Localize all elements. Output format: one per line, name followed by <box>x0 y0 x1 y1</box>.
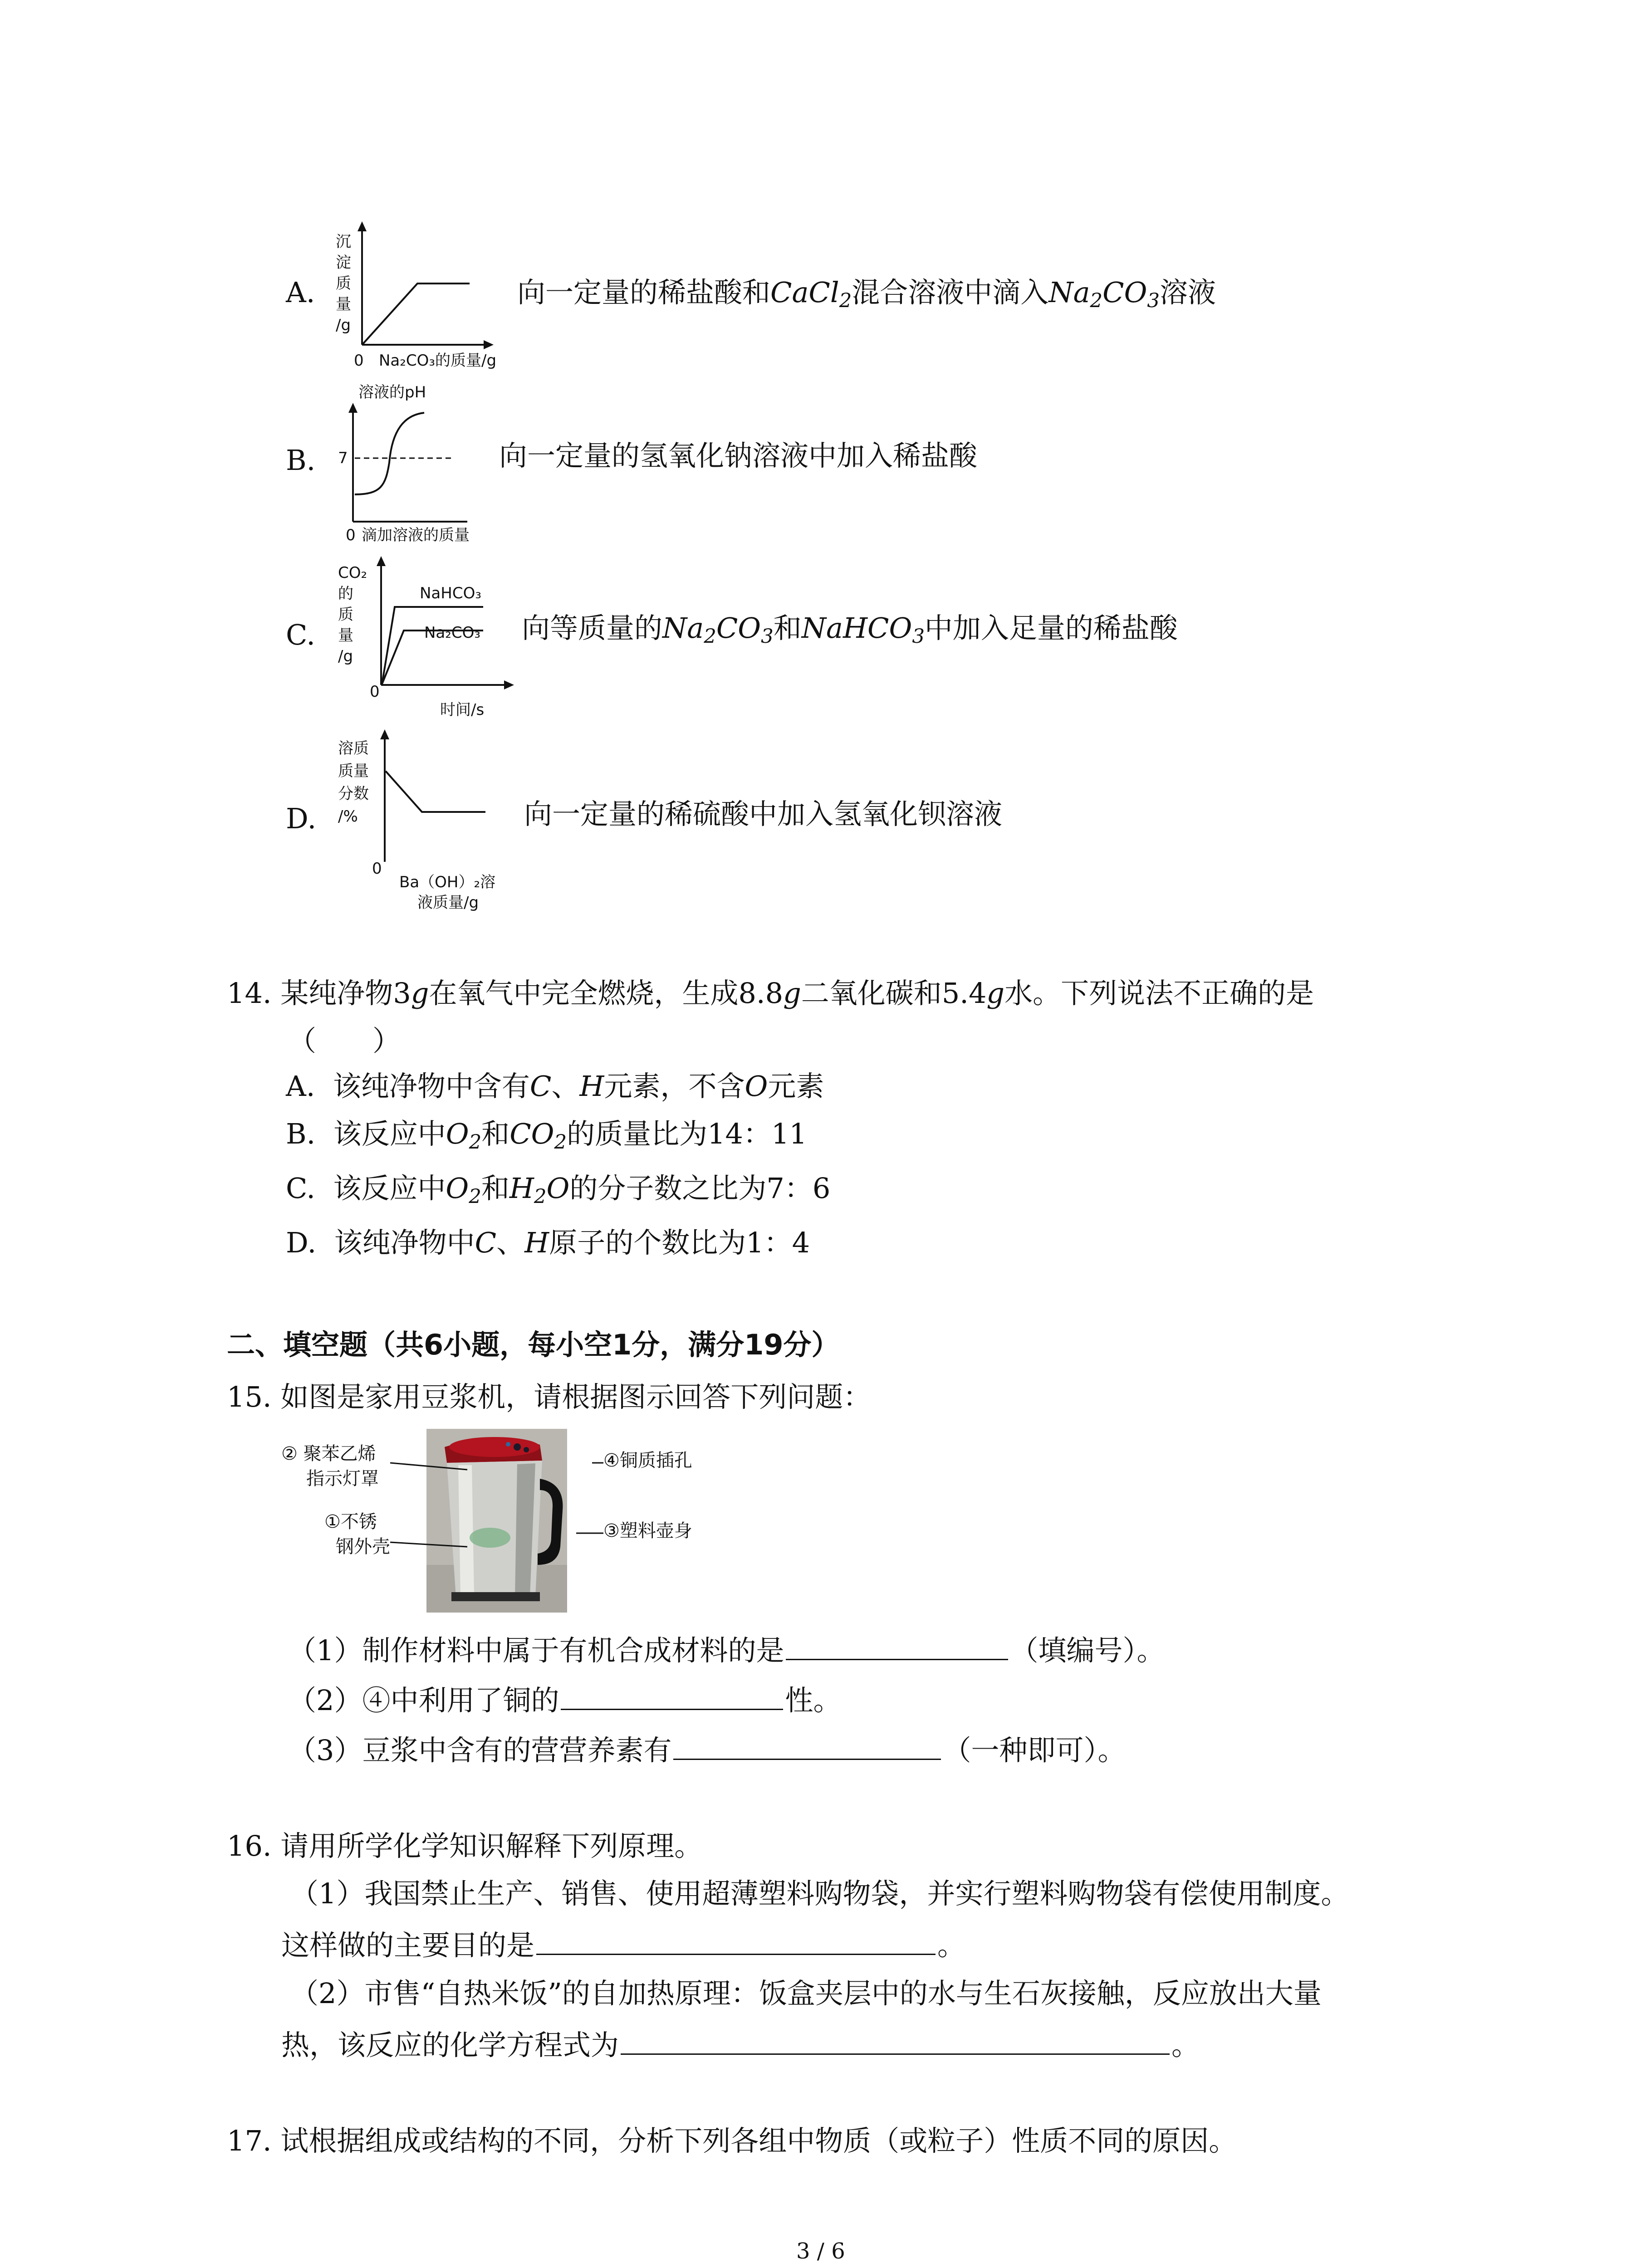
graph-c-line2: Na₂CO₃ <box>424 624 481 642</box>
option-letter: C. <box>286 618 315 651</box>
symbol: C <box>529 1070 552 1103</box>
text: 元素 <box>768 1070 824 1103</box>
ylabel-char: CO₂ <box>338 564 367 582</box>
ylabel-line: /% <box>338 807 358 826</box>
text: 二氧化碳和 <box>801 977 942 1010</box>
text: 该纯净物中含有 <box>333 1070 530 1103</box>
ylabel-char: 质 <box>336 274 351 293</box>
text: 和 <box>481 1172 509 1205</box>
option-letter: B. <box>286 1117 316 1150</box>
label-polystyrene-a: ② 聚苯乙烯 <box>281 1443 376 1464</box>
ylabel-char: 量 <box>336 295 351 313</box>
text: （一种即可）。 <box>943 1734 1126 1767</box>
graph-a-ylabel <box>336 231 351 336</box>
text: 、 <box>496 1226 525 1259</box>
text: 的质量比为 <box>567 1117 708 1150</box>
option-letter: C. <box>286 1172 315 1205</box>
graph-d <box>363 726 513 875</box>
ylabel-char: 的 <box>338 585 353 603</box>
formula: CO <box>509 1117 554 1150</box>
label-copper-socket: ④铜质插孔 <box>603 1450 692 1471</box>
unit: g <box>783 977 801 1010</box>
formula: O <box>446 1117 469 1150</box>
ylabel-char: 量 <box>338 626 353 645</box>
option-a-desc <box>517 274 1216 319</box>
option-letter: B. <box>286 444 316 477</box>
q16-sub1-line2 <box>281 1926 965 1964</box>
q14-option-b <box>286 1116 807 1160</box>
value: 3 <box>393 977 411 1010</box>
formula: O <box>446 1172 469 1205</box>
q14-paren: （ ） <box>288 1024 401 1057</box>
ratio: 1：4 <box>746 1226 810 1259</box>
text: 性。 <box>785 1684 842 1717</box>
label-steel-a: ①不锈 <box>324 1511 377 1532</box>
text: （3）豆浆中含有的营营养素有 <box>288 1734 672 1767</box>
q16-sub1-line1: （1）我国禁止生产、销售、使用超薄塑料购物袋，并实行塑料购物袋有偿使用制度。 <box>290 1877 1349 1910</box>
answer-blank[interactable] <box>673 1730 941 1760</box>
graph-c-origin: 0 <box>370 683 380 701</box>
section-title: 二、填空题（共6小题，每小空1分，满分19分） <box>227 1328 840 1361</box>
subscript: 2 <box>554 1130 567 1154</box>
q15-sub3 <box>288 1730 1126 1769</box>
option-letter: A. <box>286 1070 315 1103</box>
graph-a-xlabel: Na₂CO₃的质量/g <box>379 352 497 370</box>
ylabel-char: 淀 <box>336 254 351 272</box>
graph-d-xlabel1: Ba（OH）₂溶 <box>399 873 496 891</box>
subscript: 2 <box>704 625 716 648</box>
subscript: 2 <box>534 1185 547 1208</box>
symbol: C <box>475 1226 497 1259</box>
formula: CO <box>716 611 761 645</box>
text: 向一定量的稀盐酸和 <box>517 276 771 309</box>
text: 溶液 <box>1160 276 1216 309</box>
text: 这样做的主要目的是 <box>281 1929 535 1962</box>
label-plastic-body: ③塑料壶身 <box>603 1520 692 1541</box>
text: 。 <box>937 1929 966 1962</box>
ylabel-char: /g <box>338 647 353 665</box>
graph-c-xlabel: 时间/s <box>440 701 485 719</box>
q16-sub2-line2 <box>281 2025 1200 2063</box>
text: （填编号）。 <box>1010 1634 1165 1667</box>
subscript: 2 <box>839 289 852 312</box>
q14-option-c <box>286 1170 830 1215</box>
subscript: 2 <box>469 1185 481 1208</box>
q14-stem <box>227 975 1314 1012</box>
unit: g <box>986 977 1005 1010</box>
option-letter: A. <box>286 276 315 309</box>
option-letter: D. <box>286 1226 317 1259</box>
subscript: 2 <box>469 1130 482 1154</box>
page-number: 3 / 6 <box>796 2239 845 2264</box>
subscript: 3 <box>912 625 925 648</box>
value: 5.4 <box>941 977 987 1010</box>
subscript: 3 <box>761 625 774 648</box>
formula: O <box>546 1172 570 1205</box>
unit: g <box>411 977 429 1010</box>
label-polystyrene-b: 指示灯罩 <box>306 1468 379 1489</box>
ylabel-char: 质 <box>338 606 353 624</box>
ylabel-line: 分数 <box>338 785 369 803</box>
q14-option-d <box>286 1225 810 1261</box>
formula: NaHCO <box>801 611 912 645</box>
option-d-desc: 向一定量的稀硫酸中加入氢氧化钡溶液 <box>524 797 1003 831</box>
q17-stem: 17. 试根据组成或结构的不同，分析下列各组中物质（或粒子）性质不同的原因。 <box>227 2124 1237 2157</box>
symbol: O <box>745 1070 768 1103</box>
ratio: 7：6 <box>766 1172 831 1205</box>
q14-option-a <box>286 1068 824 1105</box>
text: 该纯净物中 <box>334 1226 475 1259</box>
text: （1）制作材料中属于有机合成材料的是 <box>288 1634 784 1667</box>
ylabel-char: /g <box>336 316 351 334</box>
text: 混合溶液中滴入 <box>852 276 1049 309</box>
text: 水。下列说法不正确的是 <box>1004 977 1314 1010</box>
text: 中加入足量的稀盐酸 <box>924 611 1178 645</box>
graph-a-origin: 0 <box>354 352 364 370</box>
subscript: 2 <box>1090 289 1103 312</box>
q16-stem: 16. 请用所学化学知识解释下列原理。 <box>227 1829 703 1862</box>
symbol: H <box>524 1226 549 1259</box>
graph-b-tick: 7 <box>338 449 348 467</box>
formula: Na <box>1048 276 1090 309</box>
q15-sub1 <box>288 1631 1165 1669</box>
answer-blank[interactable] <box>536 1926 936 1955</box>
value: 8.8 <box>738 977 784 1010</box>
formula: CaCl <box>770 276 839 309</box>
ylabel-line: 溶质 <box>338 739 369 758</box>
subscript: 3 <box>1147 289 1160 312</box>
graph-b-origin: 0 <box>346 526 356 544</box>
text: （2）④中利用了铜的 <box>288 1684 559 1717</box>
graph-b-ylabel: 溶液的pH <box>358 383 426 401</box>
ratio: 14：11 <box>707 1117 807 1150</box>
answer-blank[interactable] <box>561 1681 783 1710</box>
text: 向等质量的 <box>522 611 663 645</box>
text: 和 <box>481 1117 510 1150</box>
q16-sub2-line1: （2）市售“自热米饭”的自加热原理：饭盒夹层中的水与生石灰接触，反应放出大量 <box>290 1977 1322 2010</box>
text: 14. 某纯净物 <box>227 977 393 1010</box>
symbol: H <box>579 1070 604 1103</box>
text: 元素，不含 <box>604 1070 745 1103</box>
option-b-desc: 向一定量的氢氧化钠溶液中加入稀盐酸 <box>499 439 978 472</box>
option-c-desc <box>522 610 1178 655</box>
ylabel-line: 质量 <box>338 762 369 780</box>
text: 热，该反应的化学方程式为 <box>281 2028 619 2062</box>
answer-blank[interactable] <box>786 1631 1008 1660</box>
q15-stem: 15. 如图是家用豆浆机，请根据图示回答下列问题： <box>227 1380 872 1413</box>
ylabel-char: 沉 <box>336 233 351 251</box>
graph-d-xlabel2: 液质量/g <box>417 894 479 912</box>
text: 该反应中 <box>333 1172 446 1205</box>
graph-c-line1: NaHCO₃ <box>420 584 481 602</box>
text: 在氧气中完全燃烧，生成 <box>429 977 739 1010</box>
text: 该反应中 <box>333 1117 446 1150</box>
option-letter: D. <box>286 802 317 835</box>
graph-d-origin: 0 <box>372 860 382 878</box>
formula: H <box>509 1172 534 1205</box>
formula: CO <box>1102 276 1147 309</box>
answer-blank[interactable] <box>621 2025 1170 2055</box>
text: 原子的个数比为 <box>549 1226 746 1259</box>
graph-b-xlabel: 滴加溶液的质量 <box>362 526 470 544</box>
label-steel-b: 钢外壳 <box>336 1536 390 1557</box>
text: 、 <box>551 1070 580 1103</box>
text: 的分子数之比为 <box>569 1172 767 1205</box>
text: 和 <box>773 611 802 645</box>
formula: Na <box>662 611 704 645</box>
q15-sub2 <box>288 1681 841 1719</box>
text: 。 <box>1171 2028 1200 2062</box>
